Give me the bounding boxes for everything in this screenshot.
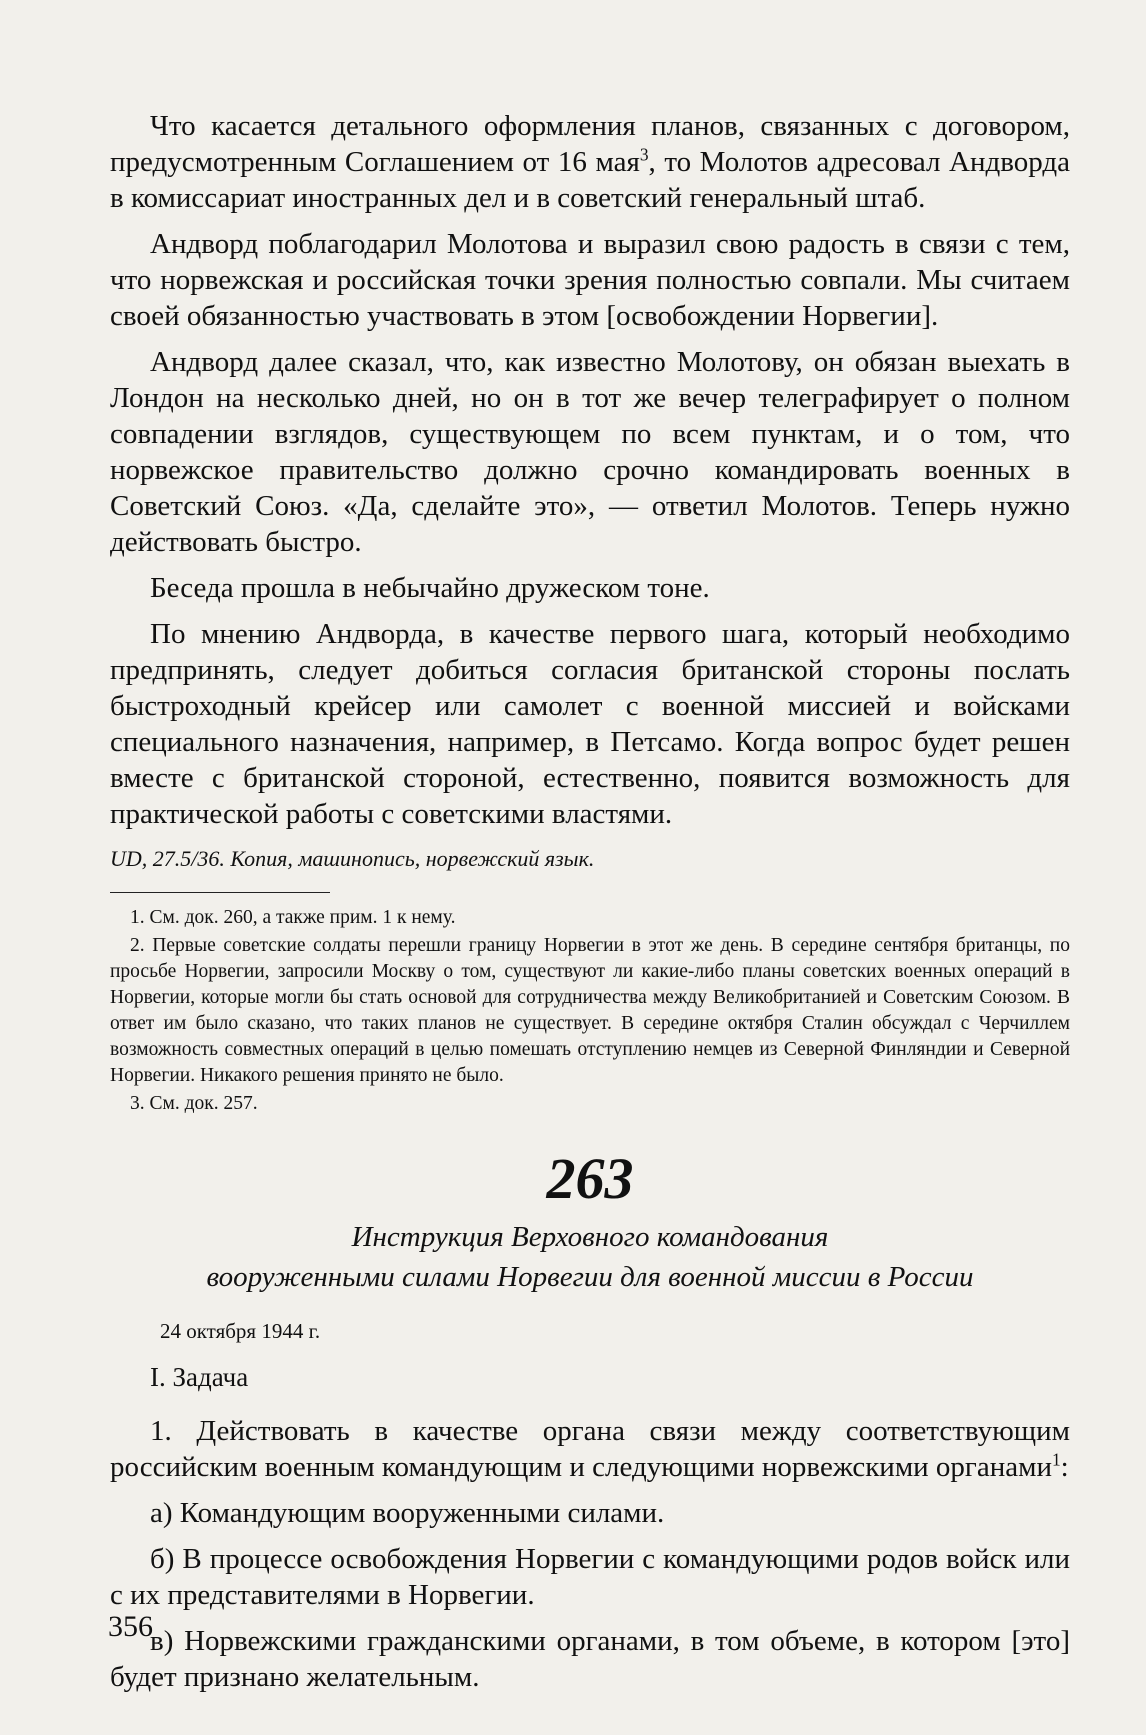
footnote: 2. Первые советские солдаты перешли границу Норвегии в этот же день. В середине сентября британцы, по просьбе Норвегии, запросили Москву о том, существуют ли какие-либо планы советских военных операций в Норвегии, которые могли бы стать основой для сотрудничества между Великобританией и Советским Союзом. В ответ им было сказано, что таких планов не существует. В середине октября Сталин обсуждал с Черчиллем возможность совместных операций в целью помешать отступлению немцев из Северной Финляндии и Северной Норвегии. Никакого решения принято не было. <box>110 935 1070 1086</box>
document-title <box>110 1217 1070 1297</box>
footnote: 1. См. док. 260, а также прим. 1 к нему. <box>130 907 456 928</box>
paragraph: Андворд поблагодарил Молотова и выразил свою радость в связи с тем, что норвежская и российская точки зрения полностью совпали. Мы считаем своей обязанностью участвовать в этом [освобождении Норвегии]. <box>110 228 1070 332</box>
footnotes <box>110 905 1070 1117</box>
list-item: б) В процессе освобождения Норвегии с командующими родов войск или с их представителями в Норвегии. <box>110 1543 1070 1611</box>
document-title-line: вооруженными силами Норвегии для военной миссии в России <box>206 1261 974 1293</box>
document-number: 263 <box>546 1146 634 1211</box>
footnote-ref: 3 <box>639 144 649 165</box>
paragraph: Беседа прошла в небычайно дружеском тоне. <box>150 572 710 604</box>
page-number: 356 <box>108 1610 153 1643</box>
list-item: в) Норвежскими гражданскими органами, в том объеме, в котором [это] будет признано желательным. <box>110 1625 1070 1693</box>
source-line: UD, 27.5/36. Копия, машинопись, норвежский язык. <box>110 846 595 871</box>
document-title-line: Инструкция Верховного командования <box>351 1221 829 1253</box>
footnote-divider <box>110 892 330 893</box>
footnote: 3. См. док. 257. <box>130 1093 258 1114</box>
paragraph: Что касается детального оформления планов, связанных с договором, предусмотренным Соглашением от 16 мая$^3$, то Молотов адресовал Андворда в комиссариат иностранных дел и в советский генеральный штаб. <box>110 110 1070 214</box>
paragraph: Андворд далее сказал, что, как известно Молотову, он обязан выехать в Лондон на несколько дней, но он в тот же вечер телеграфирует о полном совпадении взглядов, существующем по всем пунктам, и о том, что норвежское правительство должно срочно командировать военных в Советский Союз. «Да, сделайте это», — ответил Молотов. Теперь нужно действовать быстро. <box>110 346 1070 558</box>
paragraph: По мнению Андворда, в качестве первого шага, который необходимо предпринять, следует добиться согласия британской стороны послать быстроходный крейсер или самолет с военной миссией и войсками специального назначения, например, в Петсамо. Когда вопрос будет решен вместе с британской стороной, естественно, появится возможность для практической работы с советскими властями. <box>110 618 1070 830</box>
list-item: а) Командующим вооруженными силами. <box>150 1497 665 1529</box>
page-content <box>110 108 1070 1705</box>
document-date: 24 октября 1944 г. <box>160 1319 321 1343</box>
footnote-ref: 1 <box>1051 1449 1061 1470</box>
list-item: 1. Действовать в качестве органа связи между соответствующим российским военным командующим и следующими норвежскими органами$^1$: <box>110 1415 1070 1483</box>
section-heading: I. Задача <box>150 1362 249 1392</box>
